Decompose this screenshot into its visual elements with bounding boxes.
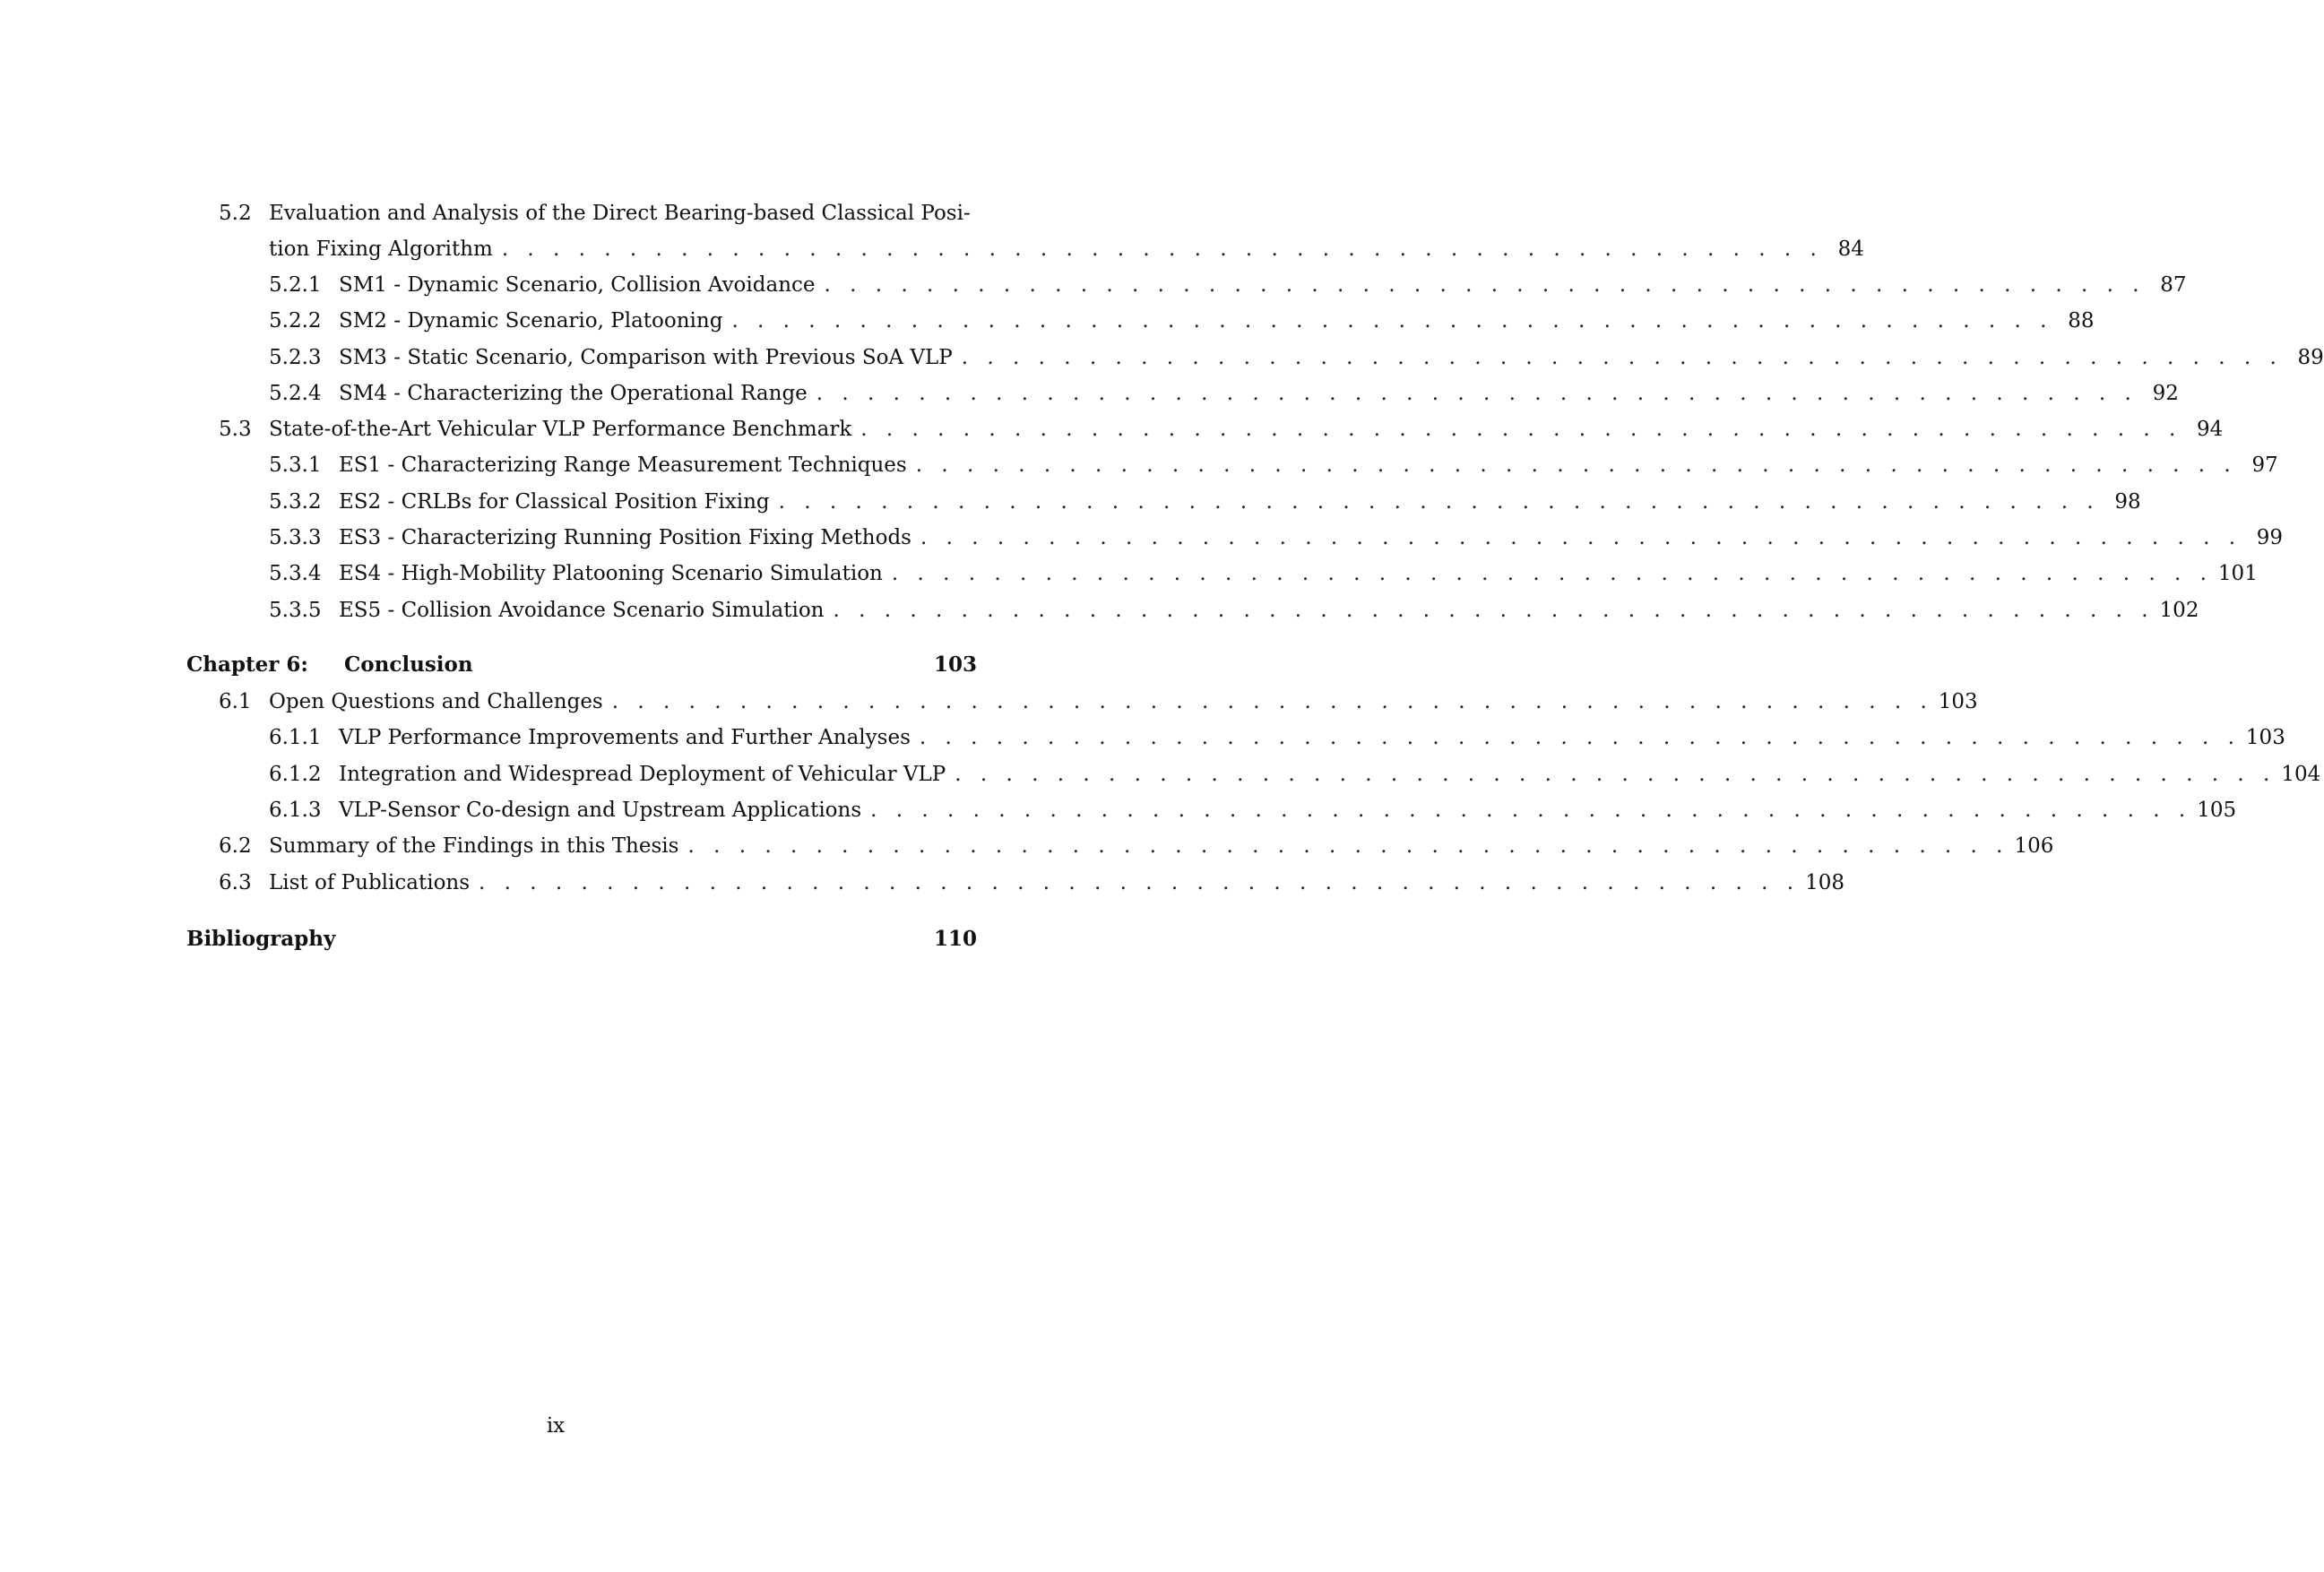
page-number: 110 xyxy=(933,927,977,951)
toc-entry-5-2-line1 xyxy=(186,195,977,231)
section-title: VLP Performance Improvements and Further Analyses xyxy=(339,726,911,749)
section-title: Evaluation and Analysis of the Direct Bearing-based Classical Posi- xyxy=(269,202,971,225)
toc-entry-6-1-3 xyxy=(186,792,2237,828)
toc-entry-5-3-3 xyxy=(186,520,2284,556)
section-title: Summary of the Findings in this Thesis xyxy=(269,834,679,858)
section-title: VLP-Sensor Co-design and Upstream Applications xyxy=(339,799,862,822)
page-number: 101 xyxy=(2217,562,2258,585)
section-title: ES4 - High-Mobility Platooning Scenario Simulation xyxy=(339,562,883,585)
dot-leader: . . . . . . . . . . . . . . . . . . . . . . . . . . . . . . . . . . . . . . . . . . . . . . . . . . . . xyxy=(870,799,2192,822)
section-title: ES5 - Collision Avoidance Scenario Simulation xyxy=(339,599,825,622)
section-number: 5.2.1 xyxy=(269,273,322,297)
page-folio: ix xyxy=(546,1414,566,1438)
page-number: 98 xyxy=(2114,490,2141,514)
section-title: List of Publications xyxy=(269,871,471,894)
toc-entry-5-3 xyxy=(186,411,2224,447)
page-number: 94 xyxy=(2197,418,2224,441)
chapter-title: Conclusion xyxy=(344,652,473,677)
dot-leader: . . . . . . . . . . . . . . . . . . . . . . . . . . . . . . . . . . . . . . . . . . . . . . . . . . . . xyxy=(687,834,2009,858)
section-title: Integration and Widespread Deployment of Vehicular VLP xyxy=(339,763,946,786)
toc-entry-5-3-5 xyxy=(186,592,2199,628)
bibliography-label: Bibliography xyxy=(186,927,336,951)
dot-leader: . . . . . . . . . . . . . . . . . . . . . . . . . . . . . . . . . . . . . . . . . . . . . . . . . . . . xyxy=(731,309,2053,333)
section-title-continued: tion Fixing Algorithm xyxy=(269,238,493,261)
toc-entry-6-2 xyxy=(186,828,2054,864)
section-number: 6.2 xyxy=(219,834,252,858)
section-title: Open Questions and Challenges xyxy=(269,690,603,713)
section-number: 5.3.3 xyxy=(269,526,322,549)
section-number: 6.3 xyxy=(219,871,252,894)
section-title: SM3 - Static Scenario, Comparison with Previous SoA VLP xyxy=(339,346,953,369)
toc-chapter-6 xyxy=(186,647,977,683)
toc-entry-6-3 xyxy=(186,865,1845,901)
section-title: SM2 - Dynamic Scenario, Platooning xyxy=(339,309,723,333)
toc-entry-5-2-2 xyxy=(186,303,2095,339)
dot-leader: . . . . . . . . . . . . . . . . . . . . . . . . . . . . . . . . . . . . . . . . . . . . . . . . . . . . xyxy=(920,526,2242,549)
section-title: ES2 - CRLBs for Classical Position Fixing xyxy=(339,490,770,514)
section-number: 5.2.2 xyxy=(269,309,322,333)
page-number: 84 xyxy=(1837,238,1864,261)
toc-entry-5-3-4 xyxy=(186,556,2258,592)
section-number: 5.3.4 xyxy=(269,562,322,585)
page-number: 92 xyxy=(2152,382,2179,405)
dot-leader: . . . . . . . . . . . . . . . . . . . . . . . . . . . . . . . . . . . . . . . . . . . . . . . . . . . . xyxy=(955,763,2276,786)
section-number: 5.3.2 xyxy=(269,490,322,514)
page-number: 99 xyxy=(2256,526,2284,549)
section-number: 5.2 xyxy=(219,202,252,225)
section-title: SM4 - Characterizing the Operational Range xyxy=(339,382,808,405)
page-number: 97 xyxy=(2251,453,2278,477)
dot-leader: . . . . . . . . . . . . . . . . . . . . . . . . . . . . . . . . . . . . . . . . . . . . . . . . . . . . xyxy=(891,562,2213,585)
section-title: ES3 - Characterizing Running Position Fixing Methods xyxy=(339,526,911,549)
dot-leader: . . . . . . . . . . . . . . . . . . . . . . . . . . . . . . . . . . . . . . . . . . . . . . . . . . . . xyxy=(919,726,2241,749)
toc-entry-6-1 xyxy=(186,684,1978,720)
page-number: 102 xyxy=(2159,599,2199,622)
toc-entry-6-1-1 xyxy=(186,720,2285,756)
dot-leader: . . . . . . . . . . . . . . . . . . . . . . . . . . . . . . . . . . . . . . . . . . . . . . . . . . . . xyxy=(915,453,2237,477)
toc-entry-5-2-4 xyxy=(186,376,2179,411)
page-number: 108 xyxy=(1805,871,1845,894)
section-number: 5.2.3 xyxy=(269,346,322,369)
section-number: 5.3 xyxy=(219,418,252,441)
dot-leader: . . . . . . . . . . . . . . . . . . . . . . . . . . . . . . . . . . . . . . . . . . . . . . . . . . . . xyxy=(479,871,1801,894)
page-number: 103 xyxy=(933,652,977,677)
section-title: SM1 - Dynamic Scenario, Collision Avoidance xyxy=(339,273,816,297)
dot-leader: . . . . . . . . . . . . . . . . . . . . . . . . . . . . . . . . . . . . . . . . . . . . . . . . . . . . xyxy=(860,418,2182,441)
page-number: 104 xyxy=(2281,763,2321,786)
page-number: 88 xyxy=(2068,309,2095,333)
dot-leader: . . . . . . . . . . . . . . . . . . . . . . . . . . . . . . . . . . . . . . . . . . . . . . . . . . . . xyxy=(833,599,2155,622)
dot-leader: . . . . . . . . . . . . . . . . . . . . . . . . . . . . . . . . . . . . . . . . . . . . . . . . . . . . xyxy=(816,382,2138,405)
page-number: 105 xyxy=(2197,799,2237,822)
chapter-label: Chapter 6: xyxy=(186,652,308,677)
section-title: State-of-the-Art Vehicular VLP Performance Benchmark xyxy=(269,418,852,441)
section-number: 5.3.5 xyxy=(269,599,322,622)
dot-leader: . . . . . . . . . . . . . . . . . . . . . . . . . . . . . . . . . . . . . . . . . . . . . . . . . . . . xyxy=(501,238,1823,261)
section-number: 6.1.1 xyxy=(269,726,322,749)
toc-entry-5-3-1 xyxy=(186,447,2278,483)
toc-entry-6-1-2 xyxy=(186,756,2321,792)
toc-entry-5-2-3 xyxy=(186,340,2324,376)
section-number: 5.3.1 xyxy=(269,453,322,477)
dot-leader: . . . . . . . . . . . . . . . . . . . . . . . . . . . . . . . . . . . . . . . . . . . . . . . . . . . . xyxy=(824,273,2146,297)
toc-bibliography xyxy=(186,921,977,957)
toc-entry-5-2-line2 xyxy=(269,231,1864,267)
section-number: 6.1.3 xyxy=(269,799,322,822)
toc-entry-5-2-1 xyxy=(186,267,2187,303)
dot-leader: . . . . . . . . . . . . . . . . . . . . . . . . . . . . . . . . . . . . . . . . . . . . . . . . . . . . xyxy=(961,346,2283,369)
toc-entry-5-3-2 xyxy=(186,484,2141,520)
section-number: 6.1.2 xyxy=(269,763,322,786)
section-title: ES1 - Characterizing Range Measurement Techniques xyxy=(339,453,907,477)
section-number: 6.1 xyxy=(219,690,252,713)
page-number: 103 xyxy=(1938,690,1978,713)
page-number: 89 xyxy=(2297,346,2324,369)
page-number: 87 xyxy=(2160,273,2187,297)
dot-leader: . . . . . . . . . . . . . . . . . . . . . . . . . . . . . . . . . . . . . . . . . . . . . . . . . . . . xyxy=(611,690,1933,713)
section-number: 5.2.4 xyxy=(269,382,322,405)
page-number: 103 xyxy=(2245,726,2285,749)
page-number: 106 xyxy=(2014,834,2054,858)
dot-leader: . . . . . . . . . . . . . . . . . . . . . . . . . . . . . . . . . . . . . . . . . . . . . . . . . . . . xyxy=(778,490,2100,514)
